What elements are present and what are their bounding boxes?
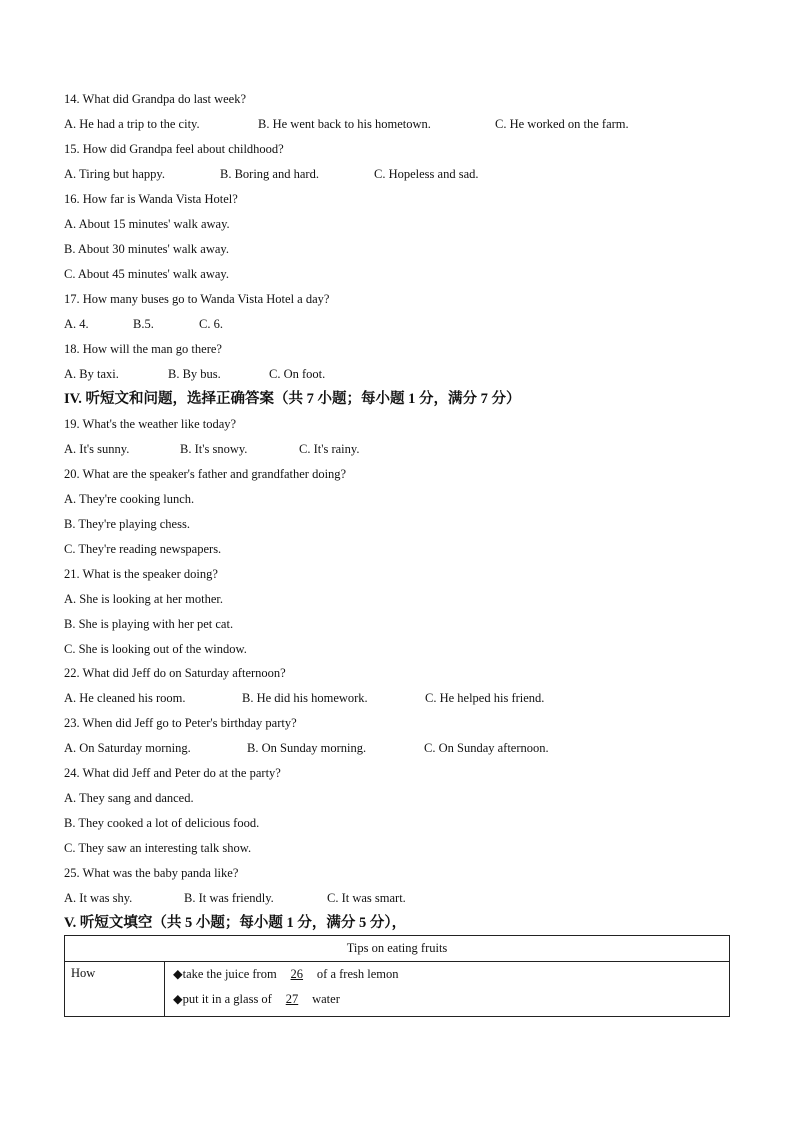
option-21-a: A. She is looking at her mother. [64, 592, 224, 606]
option-c: C. On Sunday afternoon. [424, 741, 549, 755]
option-20-a: A. They're cooking lunch. [64, 492, 195, 506]
option-20-b: B. They're playing chess. [64, 517, 190, 531]
question-14: 14. What did Grandpa do last week? [64, 92, 247, 106]
option-b: B. On Sunday morning. [247, 741, 367, 755]
option-b: B. It's snowy. [180, 442, 248, 456]
step-2 [173, 991, 729, 1016]
steps-cell [165, 962, 730, 1017]
question-20: 20. What are the speaker's father and grandfather doing? [64, 467, 347, 481]
option-20-c: C. They're reading newspapers. [64, 542, 222, 556]
option-a: A. It's sunny. [64, 442, 130, 456]
step-1 [173, 966, 729, 991]
option-21-b: B. She is playing with her pet cat. [64, 617, 234, 631]
option-b: B. He did his homework. [242, 691, 368, 705]
option-b: B. It was friendly. [184, 891, 274, 905]
question-15: 15. How did Grandpa feel about childhood? [64, 142, 284, 156]
option-c: C. He helped his friend. [425, 691, 545, 705]
option-c: C. It was smart. [327, 891, 406, 905]
option-a: A. He had a trip to the city. [64, 117, 200, 131]
option-c: C. On foot. [269, 367, 326, 381]
option-16-c: C. About 45 minutes' walk away. [64, 267, 229, 281]
section-4-heading: IV. 听短文和问题，选择正确答案（共 7 小题；每小题 1 分，满分 7 分） [64, 391, 521, 407]
option-b: B.5. [133, 317, 154, 331]
section-5-heading: V. 听短文填空（共 5 小题；每小题 1 分，满分 5 分）， [64, 915, 407, 931]
step-2-suffix: water [312, 992, 340, 1006]
tips-table [64, 935, 730, 1017]
question-16: 16. How far is Wanda Vista Hotel? [64, 192, 238, 206]
option-21-c: C. She is looking out of the window. [64, 642, 247, 656]
option-c: C. 6. [199, 317, 223, 331]
option-a: A. On Saturday morning. [64, 741, 191, 755]
option-c: C. It's rainy. [299, 442, 360, 456]
question-24: 24. What did Jeff and Peter do at the party? [64, 766, 281, 780]
question-21: 21. What is the speaker doing? [64, 567, 218, 581]
option-a: A. By taxi. [64, 367, 119, 381]
option-c: C. Hopeless and sad. [374, 167, 479, 181]
option-b: B. He went back to his hometown. [258, 117, 431, 131]
question-17: 17. How many buses go to Wanda Vista Hotel a day? [64, 292, 330, 306]
option-a: A. Tiring but happy. [64, 167, 165, 181]
question-18: 18. How will the man go there? [64, 342, 222, 356]
blank-26[interactable]: 26 [290, 967, 304, 981]
option-b: B. By bus. [168, 367, 221, 381]
option-a: A. 4. [64, 317, 89, 331]
option-16-a: A. About 15 minutes' walk away. [64, 217, 230, 231]
question-19: 19. What's the weather like today? [64, 417, 237, 431]
option-24-b: B. They cooked a lot of delicious food. [64, 816, 260, 830]
tips-table-title: Tips on eating fruits [65, 936, 730, 962]
option-b: B. Boring and hard. [220, 167, 319, 181]
blank-27[interactable]: 27 [285, 992, 299, 1006]
option-a: A. He cleaned his room. [64, 691, 186, 705]
row-label-how: How [65, 962, 165, 1017]
step-2-prefix: ◆put it in a glass of [173, 992, 272, 1006]
option-24-c: C. They saw an interesting talk show. [64, 841, 252, 855]
option-c: C. He worked on the farm. [495, 117, 629, 131]
option-a: A. It was shy. [64, 891, 133, 905]
step-1-prefix: ◆take the juice from [173, 967, 277, 981]
option-16-b: B. About 30 minutes' walk away. [64, 242, 229, 256]
option-24-a: A. They sang and danced. [64, 791, 194, 805]
question-23: 23. When did Jeff go to Peter's birthday party? [64, 716, 297, 730]
question-25: 25. What was the baby panda like? [64, 866, 239, 880]
step-1-suffix: of a fresh lemon [316, 967, 399, 981]
question-22: 22. What did Jeff do on Saturday afternoon? [64, 666, 286, 680]
